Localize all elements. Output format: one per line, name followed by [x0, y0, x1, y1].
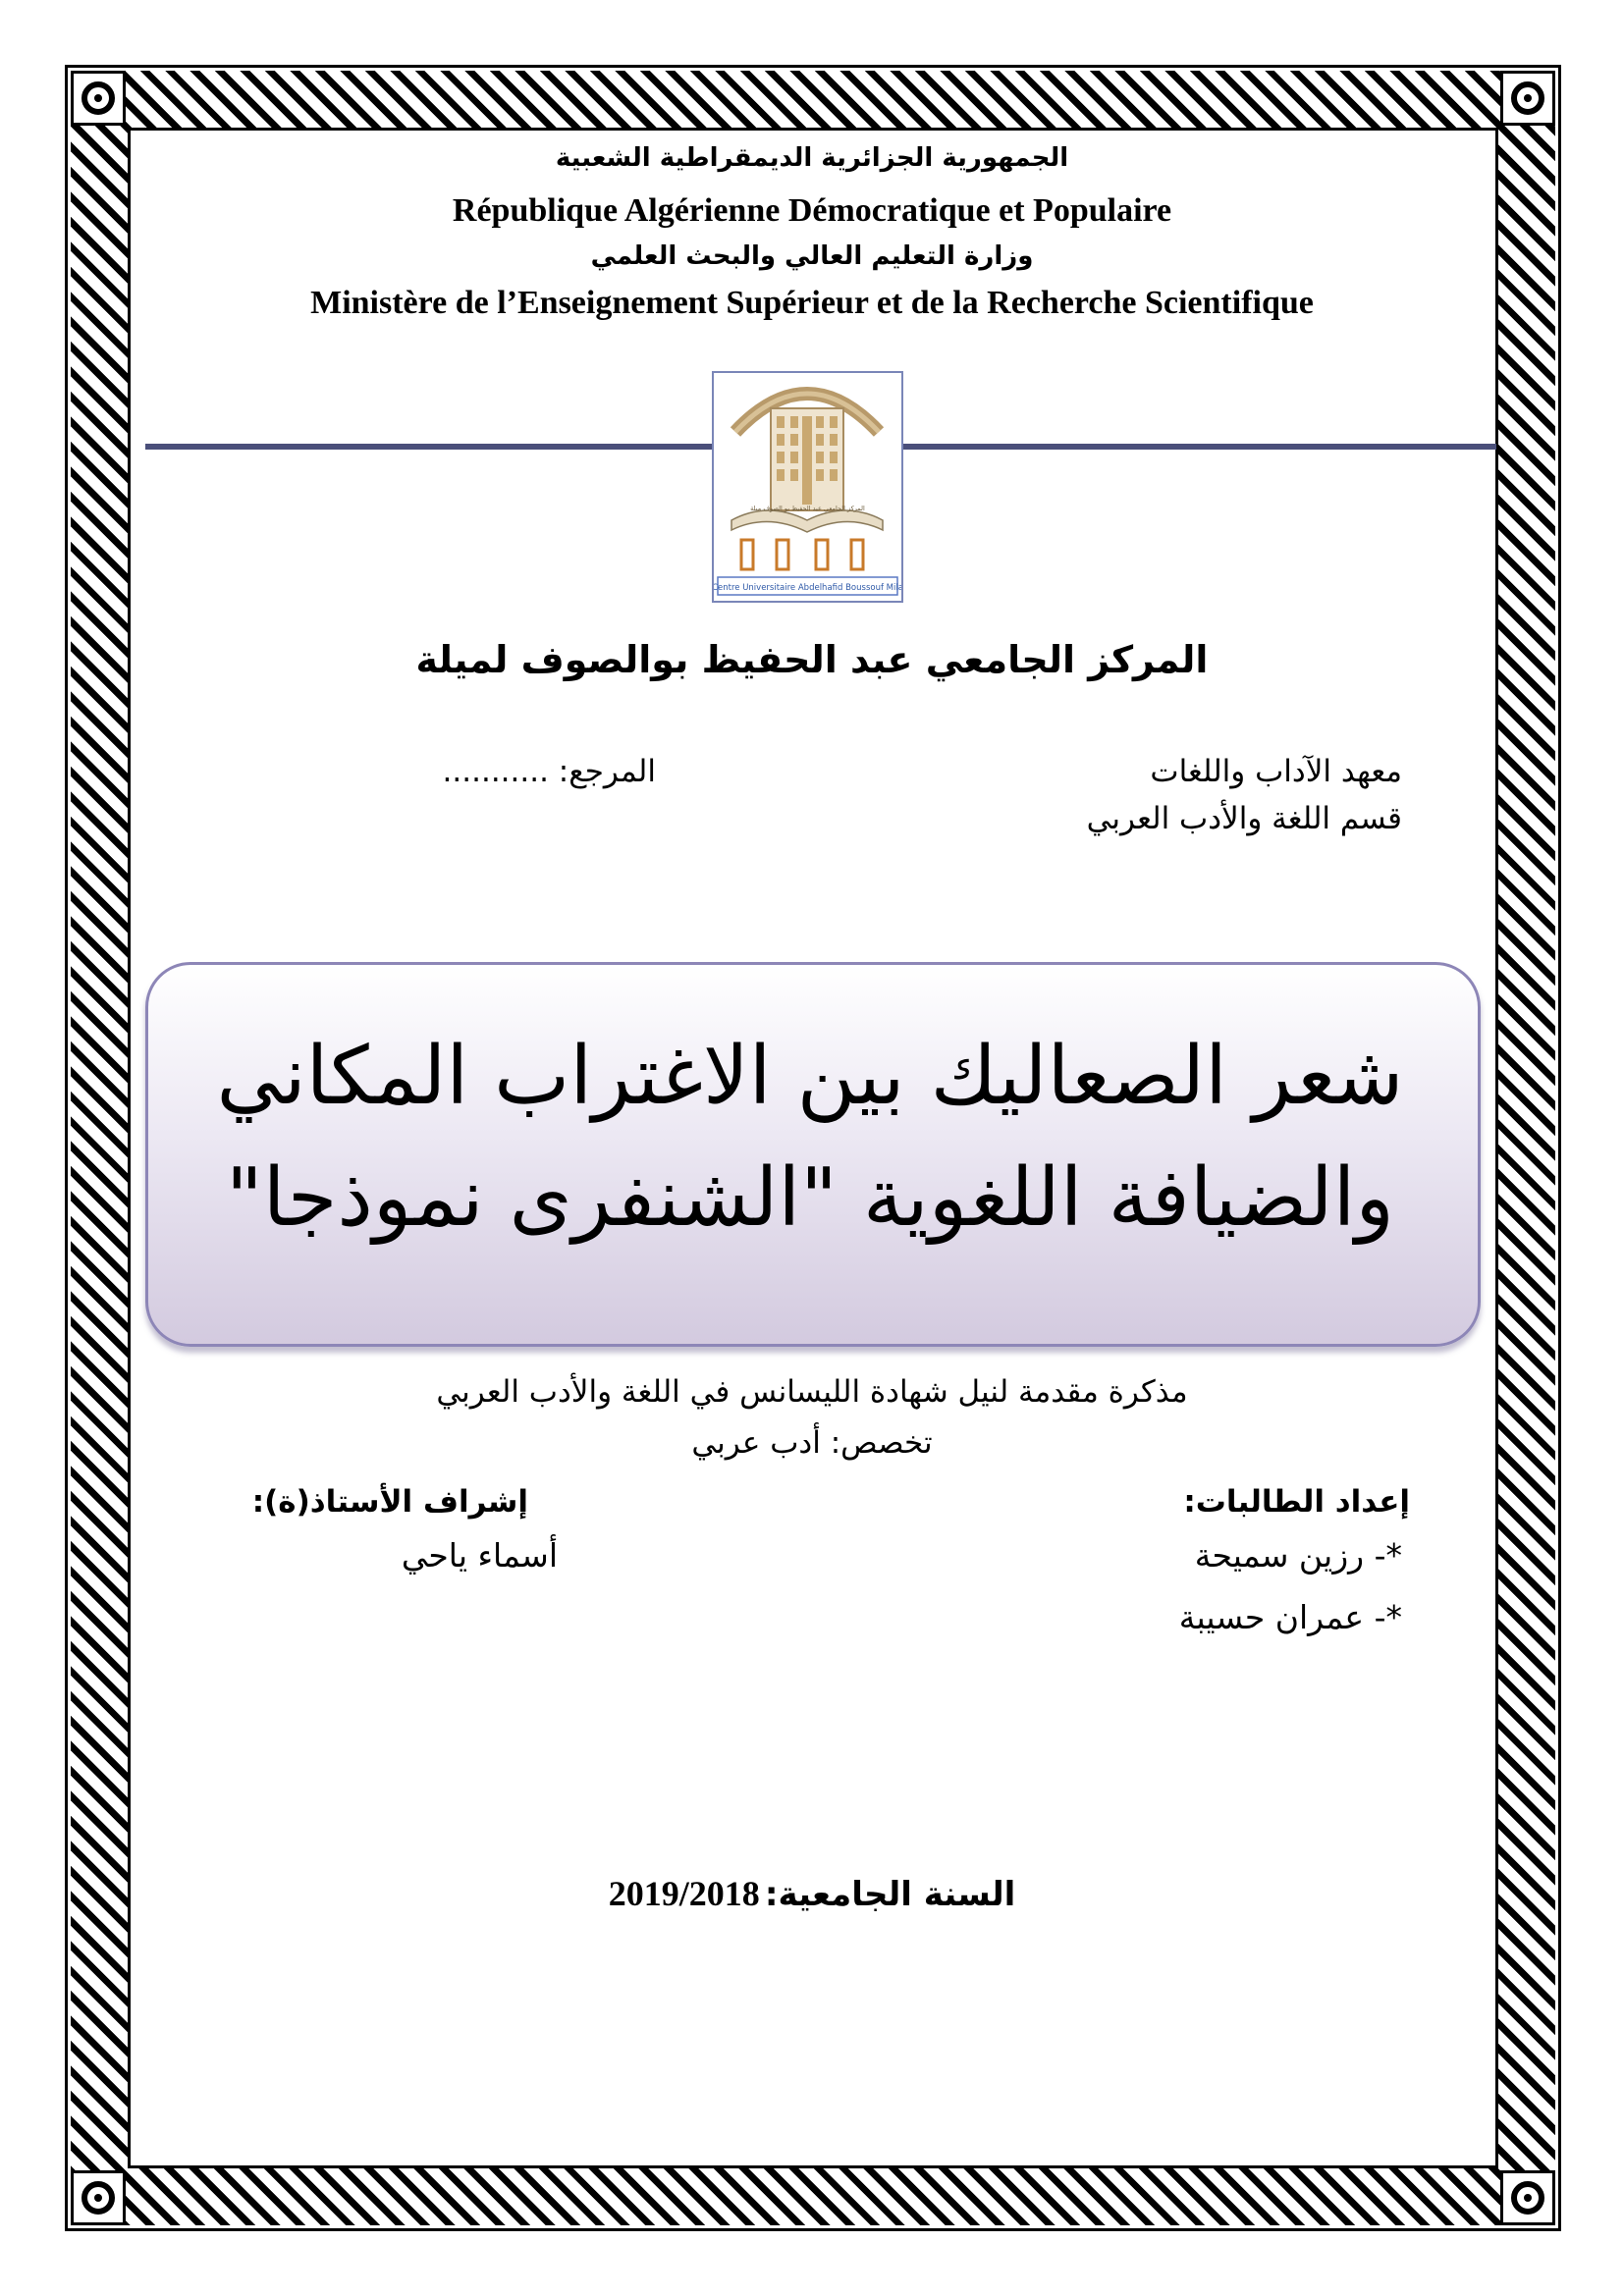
- institution-name: المركز الجامعي عبد الحفيظ بوالصوف لميلة: [415, 638, 1209, 681]
- university-logo: [712, 371, 903, 603]
- logo-caption-arabic: المركز الجامعي عبد الحفيظ بو الصوف ميلة: [750, 505, 865, 512]
- corner-ornament-bottom-right: [1500, 2170, 1555, 2225]
- supervisor-name: أسماء ياحي: [401, 1536, 558, 1575]
- institute-name: معهد الآداب واللغات: [1150, 754, 1402, 789]
- student-name-2: *- عمران حسيبة: [1178, 1598, 1402, 1636]
- corner-ornament-top-right: [1500, 71, 1555, 126]
- republic-french: République Algérienne Démocratique et Populaire: [452, 192, 1172, 229]
- thesis-title-line-1: شعر الصعاليك بين الاغتراب المكاني: [216, 1030, 1404, 1123]
- academic-year-value: 2019/2018: [608, 1874, 760, 1913]
- corner-ornament-top-left: [71, 71, 126, 126]
- logo-caption-french: Centre Universitaire Abdelhafid Boussouf Mila: [714, 583, 901, 593]
- ministry-french: Ministère de l’Enseignement Supérieur et de la Recherche Scientifique: [310, 285, 1314, 321]
- academic-year: [0, 1873, 1624, 1914]
- thesis-title-line-2: والضيافة اللغوية "الشنفرى نموذجا": [226, 1151, 1394, 1245]
- ministry-arabic: وزارة التعليم العالي والبحث العلمي: [590, 241, 1034, 271]
- student-name-1: *- رزين سميحة: [1194, 1536, 1402, 1575]
- department-name: قسم اللغة والأدب العربي: [1086, 801, 1402, 836]
- reference-field: المرجع: ...........: [442, 754, 656, 789]
- university-building-icon: [714, 373, 901, 601]
- thesis-specialty: تخصص: أدب عربي: [691, 1425, 933, 1461]
- students-label: إعداد الطالبات:: [1183, 1484, 1410, 1520]
- supervisor-label: إشراف الأستاذ(ة):: [251, 1484, 528, 1520]
- thesis-description: مذكرة مقدمة لنيل شهادة الليسانس في اللغة والأدب العربي: [436, 1374, 1188, 1410]
- thesis-title-box: [145, 962, 1481, 1347]
- academic-year-label: السنة الجامعية:: [764, 1875, 1016, 1914]
- corner-ornament-bottom-left: [71, 2170, 126, 2225]
- republic-arabic: الجمهورية الجزائرية الديمقراطية الشعبية: [555, 143, 1069, 173]
